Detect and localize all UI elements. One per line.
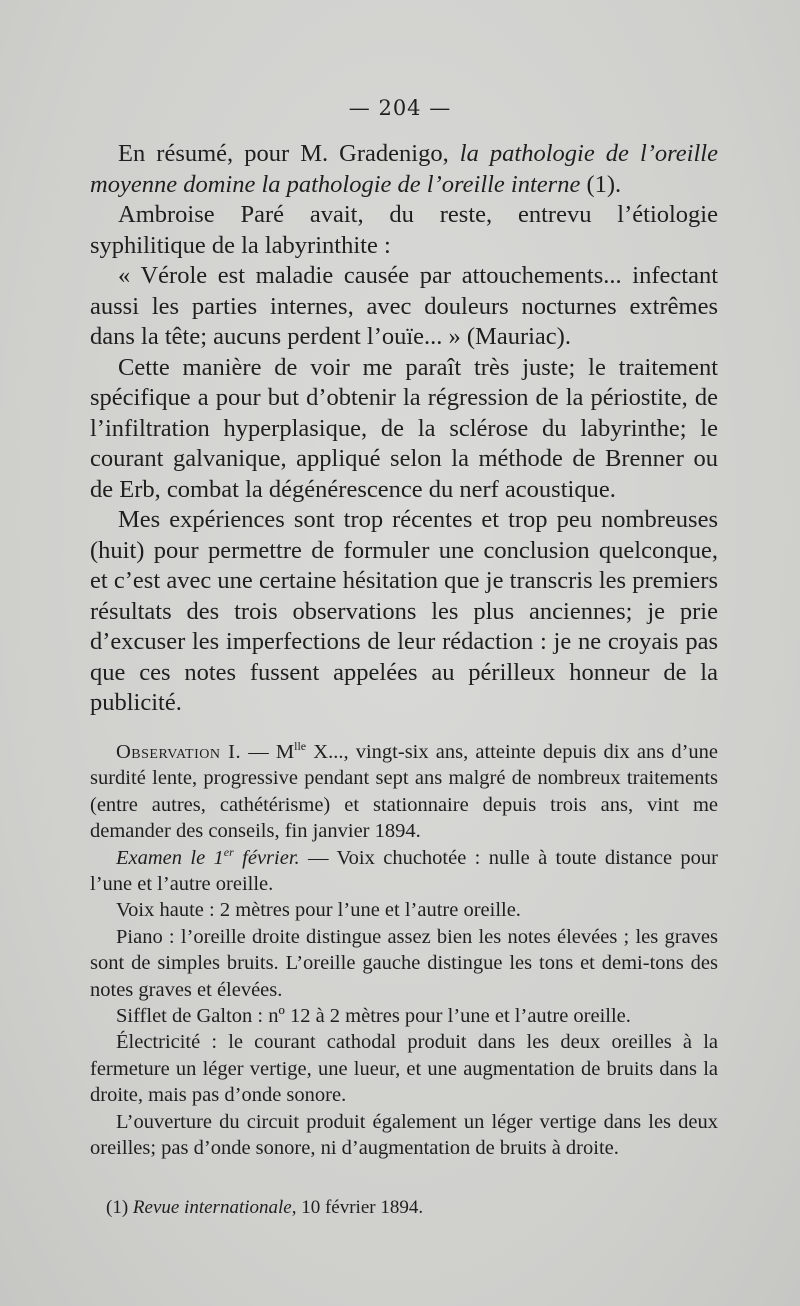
observation-heading: Observation I. [116,741,242,763]
main-text [90,139,718,719]
paragraph-1-start: En résumé, pour M. Gradenigo, [118,140,460,167]
page-number: — 204 — [348,96,452,120]
exam-text: — Voix chuchotée : nulle à toute distance pour l’une et l’autre oreille. [90,846,718,896]
observation-voix-haute: Voix haute : 2 mètres pour l’une et l’autre oreille. [116,899,521,922]
footnote-marker: (1) [106,1197,133,1218]
observation-intro [90,739,718,845]
observation-mlle-sup: lle [294,739,307,754]
footnote-date: , 10 février 1894. [291,1197,424,1218]
footnote-source: Revue internationale [132,1197,292,1218]
exam-label-2: février. [233,846,300,869]
observation-section [90,739,718,1162]
exam-label: Examen le 1 [116,846,224,869]
observation-electricite: Électricité : le courant cathodal produit dans les deux oreilles à la fermeture un léger vertige, une lueur, et une augmentation de bruits dans la droite, mais pas d’onde sonore. [90,1031,718,1107]
observation-intro-text: X..., vingt-six ans, atteinte depuis dix ans d’une surdité lente, progressive pendant sept ans malgré de nombreux traitements (entre autres, cathétérisme) et stationnaire depuis trois ans, vint me demander des conseils, fin janvier 1894. [90,741,719,843]
paragraph-1 [90,139,718,200]
paragraph-2: Ambroise Paré avait, du reste, entrevu l’étiologie syphilitique de la labyrinthite : [90,201,718,259]
paragraph-1-end: (1). [580,170,622,198]
exam-sup: er [223,844,234,859]
paragraph-3-quote: « Vérole est maladie causée par attouchements... infectant aussi les parties internes, avec douleurs nocturnes extrêmes dans la tête; aucuns perdent l’ouïe... » (Mauriac). [90,262,718,350]
paragraph-4: Cette manière de voir me paraît très juste; le traitement spécifique a pour but d’obtenir la régression de la périostite, de l’infiltration hyperplasique, de la sclérose du labyrinthe; le courant galvanique, appliqué selon la méthode de Brenner ou de Erb, combat la dégénérescence du nerf acoustique. [90,353,718,503]
observation-sifflet: Sifflet de Galton : nº 12 à 2 mètres pour l’une et l’autre oreille. [116,1005,631,1028]
observation-piano: Piano : l’oreille droite distingue assez bien les notes élevées ; les graves sont de simples bruits. L’oreille gauche distingue les tons et demi-tons des notes graves et élevées. [90,925,718,1001]
paragraph-5: Mes expériences sont trop récentes et trop peu nombreuses (huit) pour permettre de formuler une conclusion quelconque, et c’est avec une certaine hésitation que je transcris les premiers résultats des trois observations les plus anciennes; je prie d’excuser les imperfections de leur rédaction : je ne croyais pas que ces notes fussent appelées au périlleux honneur de la publicité. [90,506,718,716]
observation-ouverture: L’ouverture du circuit produit également un léger vertige dans les deux oreilles; pas d’onde sonore, ni d’augmentation de bruits à droite. [90,1110,718,1160]
observation-exam [90,845,718,898]
footnote [106,1197,706,1219]
observation-dash: — M [241,741,295,763]
paragraph-1-italic: la pathologie de l’oreille moyenne domine la pathologie de l’oreille interne [90,140,718,198]
